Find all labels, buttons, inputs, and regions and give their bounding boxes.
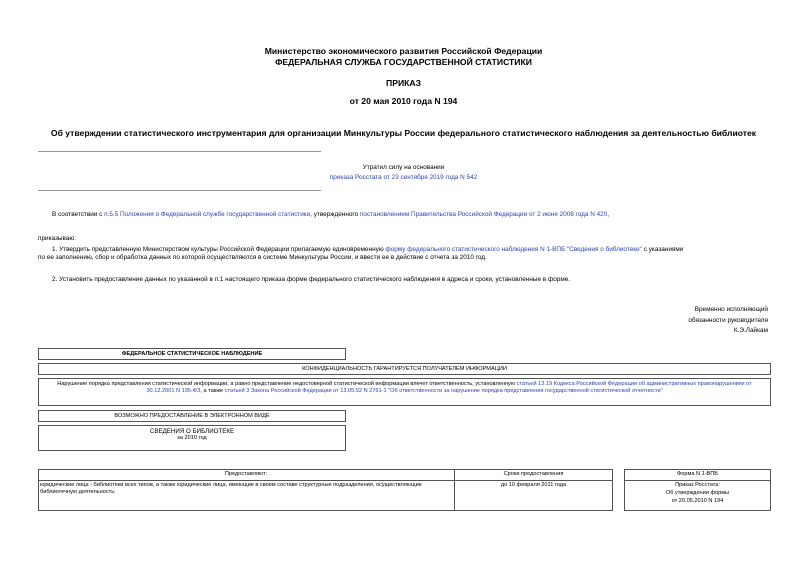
preamble-paragraph <box>52 211 772 219</box>
signature-line-2: обязанности руководителя <box>688 317 768 324</box>
order-word: приказываю: <box>38 235 76 242</box>
providers-value: юридические лица - библиотеки всех типов, а также юридические лица, имеющие в своем составе структурные подразделения, осуществляющие библиотечную деятельность: <box>40 482 422 496</box>
text: 1. Утвердить представленную Министерством культуры Российской Федерации прилагаемую единовременную <box>52 246 386 253</box>
text: , а также <box>200 388 225 395</box>
electronic-box: ВОЗМОЖНО ПРЕДОСТАВЛЕНИЕ В ЭЛЕКТРОННОМ ВИДЕ <box>38 410 346 422</box>
divider <box>38 151 321 152</box>
providers-header: Предоставляют: <box>224 471 268 477</box>
report-year: за 2010 год <box>177 435 207 442</box>
admin-code-link[interactable]: статьей 13.19 Кодекса Российской Федерации об административных правонарушениях от 30.12.2001 N 195-ФЗ <box>146 381 752 395</box>
text: , утвержденного <box>310 211 360 218</box>
confidential-box: КОНФИДЕНЦИАЛЬНОСТЬ ГАРАНТИРУЕТСЯ ПОЛУЧАТЕЛЕМ ИНФОРМАЦИИ <box>38 363 771 375</box>
form-approval-line-2: Об утверждении формы <box>665 490 730 496</box>
form-number: Форма N 1-ВПБ <box>677 471 718 477</box>
fsn-box: ФЕДЕРАЛЬНОЕ СТАТИСТИЧЕСКОЕ НАБЛЮДЕНИЕ <box>38 348 346 360</box>
document-type: ПРИКАЗ <box>386 78 421 88</box>
table-divider <box>38 480 613 481</box>
warning-box <box>38 378 771 406</box>
service-name: ФЕДЕРАЛЬНАЯ СЛУЖБА ГОСУДАРСТВЕННОЙ СТАТИСТИКИ <box>275 57 532 67</box>
signature-name: К.Э.Лайкам <box>733 327 768 334</box>
regulation-link[interactable]: п.5.5 Положения о Федеральной службе государственной статистики <box>104 211 311 218</box>
document-date-number: от 20 мая 2010 года N 194 <box>349 96 458 106</box>
text: с указаниями <box>641 246 684 253</box>
form-approval-line-1: Приказ Росстата: <box>675 482 720 488</box>
form-approval-line-3: от 20.05.2010 N 194 <box>671 498 724 504</box>
law-link[interactable]: статьей 3 Закона Российской Федерации от 13.05.92 N 2761-1 "Об ответственности за нарушение порядка представления государственной статистической отчетности" <box>224 388 663 395</box>
item-2: 2. Установить предоставление данных по указанной в п.1 настоящего приказа форме федерального статистического наблюдения в адреса и сроки, установленные в форме. <box>52 276 571 283</box>
government-decree-link[interactable]: постановлением Правительства Российской Федерации от 2 июня 2008 года N 420 <box>359 211 608 218</box>
status-link[interactable]: приказа Росстата от 23 сентября 2019 года N 542 <box>329 174 478 181</box>
deadline-header: Сроки предоставления <box>503 471 564 477</box>
text: Нарушение порядка представления статистической информации, а равно представление недостоверной статистической информации влечет ответственность, установленную <box>57 381 517 387</box>
report-title-box <box>38 425 346 451</box>
signature-line-1: Временно исполняющий <box>694 306 768 313</box>
ministry-name: Министерство экономического развития Российской Федерации <box>264 46 543 56</box>
table-divider <box>624 480 771 481</box>
text: , <box>607 211 610 218</box>
report-title: СВЕДЕНИЯ О БИБЛИОТЕКЕ <box>149 428 235 435</box>
item-1-continuation: по ее заполнению, сбор и обработка данных по которой осуществляются в системе Минкультуры России, и ввести ее в действие с отчета за 2010 год. <box>38 254 487 261</box>
item-1 <box>52 246 683 254</box>
status-line: Утратил силу на основании <box>362 164 445 171</box>
deadline-value: до 10 февраля 2011 года <box>500 482 567 488</box>
text: В соответствии с <box>52 211 105 218</box>
form-link[interactable]: форму федерального статистического наблюдения N 1-ВПБ "Сведения о библиотеке" <box>385 246 642 253</box>
divider <box>38 190 321 191</box>
document-title: Об утверждении статистического инструментария для организации Минкультуры России федерального статистического наблюдения за деятельностью библиотек <box>50 128 757 138</box>
